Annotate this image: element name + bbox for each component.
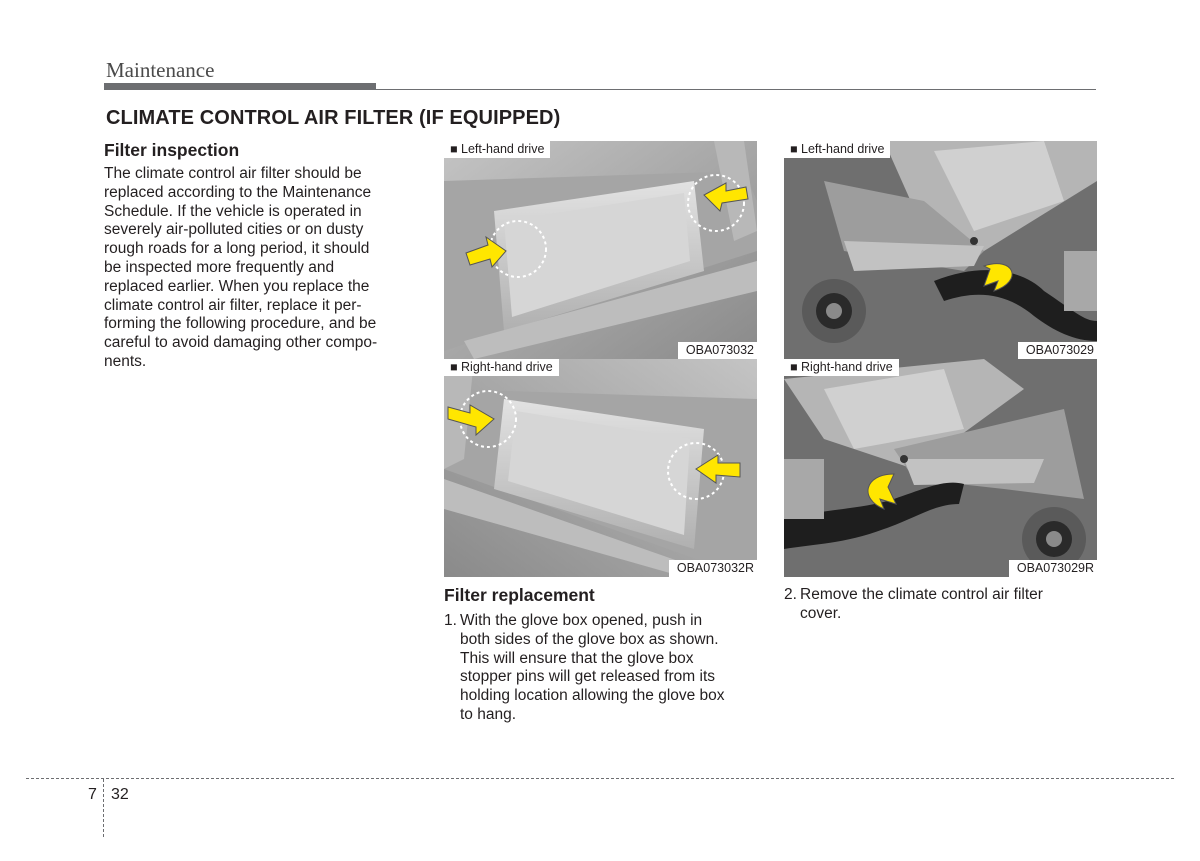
text-line: Schedule. If the vehicle is operated in (104, 202, 362, 220)
figure-code: OBA073032 (678, 342, 757, 359)
text-line: holding location allowing the glove box (460, 687, 725, 705)
footer-divider (103, 779, 104, 837)
filter-cover-rhd-illustration (784, 359, 1097, 577)
text-line: climate control air filter, replace it per- (104, 296, 362, 314)
text-line: The climate control air filter should be (104, 165, 362, 182)
text-line: nents. (104, 352, 147, 370)
text-line: severely air-polluted cities or on dusty (104, 221, 364, 239)
text-line: stopper pins will get released from its (460, 668, 716, 686)
text-line: rough roads for a long period, it should (104, 240, 370, 258)
text-line: cover. (800, 604, 842, 622)
figure-label: ■ Right-hand drive (444, 359, 559, 376)
figure-code: OBA073032R (669, 560, 757, 577)
figure-glovebox-rhd (444, 359, 757, 577)
chapter-number: 7 (88, 786, 97, 803)
figure-code: OBA073029R (1009, 560, 1097, 577)
figure-label: ■ Left-hand drive (444, 141, 550, 158)
filter-cover-lhd-illustration (784, 141, 1097, 359)
step-1-number: 1. (444, 612, 457, 629)
filter-replacement-heading: Filter replacement (444, 585, 595, 605)
figure-code: OBA073029 (1018, 342, 1097, 359)
header-bar (104, 83, 376, 90)
footer-rule (26, 778, 1174, 779)
text-line: forming the following procedure, and be (104, 315, 377, 333)
figure-filter-cover-rhd (784, 359, 1097, 577)
step-2-text (800, 586, 1096, 624)
text-line: both sides of the glove box as shown. (460, 630, 719, 648)
text-line: This will ensure that the glove box (460, 649, 694, 667)
glovebox-lhd-illustration (444, 141, 757, 359)
text-line: to hang. (460, 705, 517, 723)
text-line: With the glove box opened, push in (460, 612, 703, 629)
text-line: Remove the climate control air filter (800, 586, 1043, 603)
section-title: Maintenance (106, 58, 215, 82)
page-number: 32 (111, 786, 129, 803)
figure-glovebox-lhd (444, 141, 757, 359)
figure-filter-cover-lhd (784, 141, 1097, 359)
filter-inspection-text (104, 165, 417, 372)
header-rule (376, 89, 1096, 90)
glovebox-rhd-illustration (444, 359, 757, 577)
figure-label: ■ Left-hand drive (784, 141, 890, 158)
step-1-text (460, 612, 756, 725)
text-line: careful to avoid damaging other compo- (104, 334, 378, 352)
figure-label: ■ Right-hand drive (784, 359, 899, 376)
step-2-number: 2. (784, 586, 797, 603)
text-line: replaced earlier. When you replace the (104, 277, 370, 295)
text-line: replaced according to the Maintenance (104, 183, 372, 201)
page-title: CLIMATE CONTROL AIR FILTER (IF EQUIPPED) (106, 107, 561, 129)
filter-inspection-heading: Filter inspection (104, 140, 240, 160)
text-line: be inspected more frequently and (104, 258, 335, 276)
